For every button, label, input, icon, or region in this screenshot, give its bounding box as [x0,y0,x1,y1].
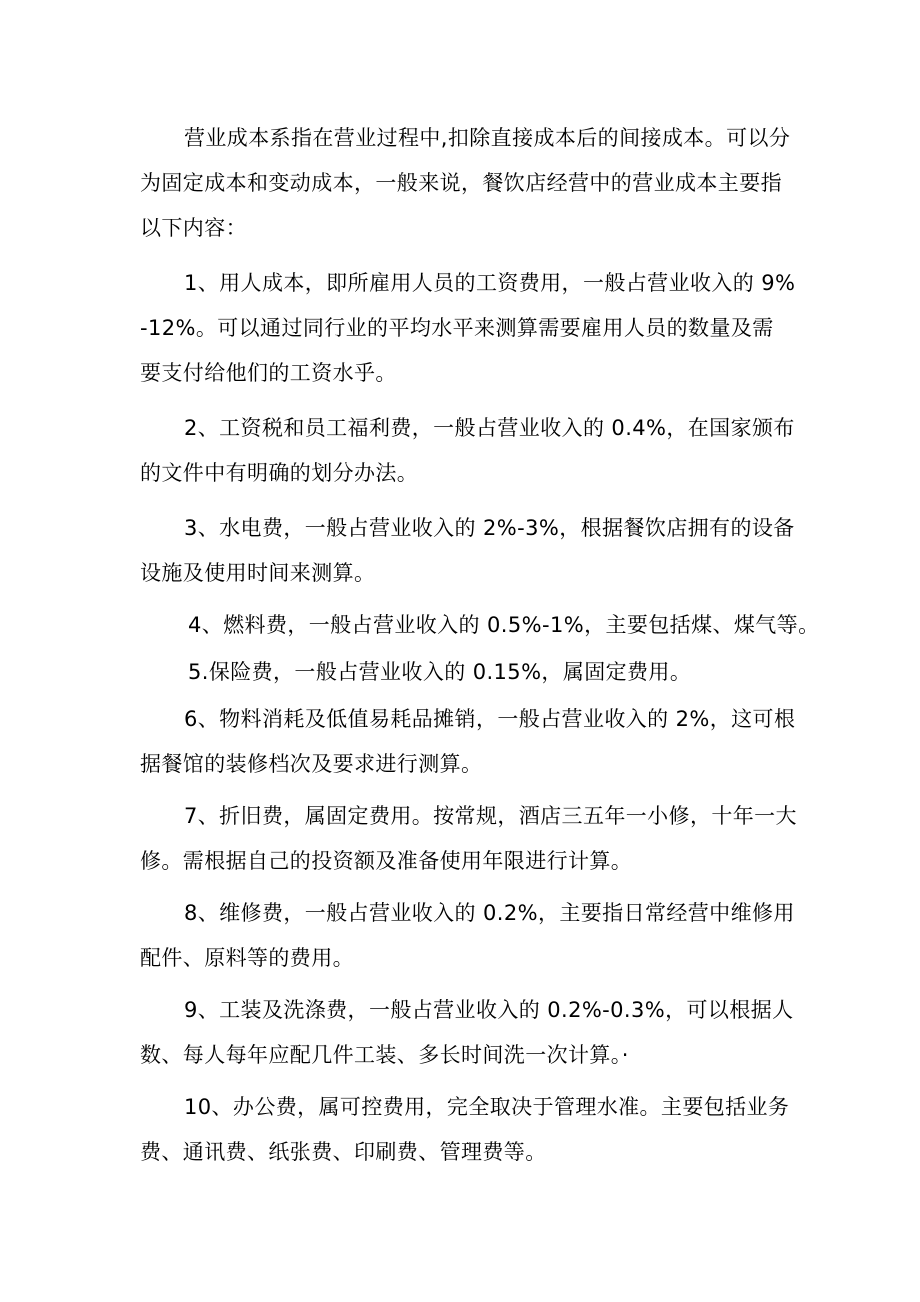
paragraph-line: 设施及使用时间来测算。 [140,561,376,585]
paragraph-line: 2、工资税和员工福利费，一般占营业收入的 0.4%，在国家颁布 [184,416,795,440]
item-6-paragraph [140,697,796,787]
paragraph-line: 3、水电费，一般占营业收入的 2%-3%，根据餐饮店拥有的设备 [184,516,795,540]
paragraph-line: 为固定成本和变动成本，一般来说，餐饮店经营中的营业成本主要指 [140,171,782,195]
item-5-paragraph [140,650,790,695]
item-7-paragraph [140,794,797,884]
paragraph-line: 的文件中有明确的划分办法。 [140,461,419,485]
paragraph-line: -12%。可以通过同行业的平均水平来测算需要雇用人员的数量及需 [140,316,774,340]
paragraph-line: 修。需根据自己的投资额及准备使用年限进行计算。 [140,849,633,873]
item-3-paragraph [140,506,795,596]
item-10-paragraph [140,1085,790,1175]
item-8-paragraph [140,891,795,981]
paragraph-line: 5.保险费，一般占营业收入的 0.15%，属固定费用。 [188,660,692,684]
paragraph-line: 10、办公费，属可控费用，完全取决于管理水准。主要包括业务 [184,1095,790,1119]
paragraph-line: 6、物料消耗及低值易耗品摊销，一般占营业收入的 2%，这可根 [184,707,796,731]
paragraph-line: 9、工装及洗涤费，一般占营业收入的 0.2%-0.3%，可以根据人 [184,998,794,1022]
paragraph-line: 1、用人成本，即所雇用人员的工资费用，一般占营业收入的 9% [184,271,796,295]
intro-paragraph [140,116,790,251]
paragraph-line: 营业成本系指在营业过程中,扣除直接成本后的间接成本。可以分 [184,126,791,150]
paragraph-line: 费、通讯费、纸张费、印刷费、管理费等。 [140,1140,547,1164]
paragraph-line: 配件、原料等的费用。 [140,946,354,970]
paragraph-line: 数、每人每年应配几件工装、多长时间洗一次计算。· [140,1043,629,1067]
item-2-paragraph [140,406,795,496]
item-1-paragraph [140,261,796,396]
paragraph-line: 7、折旧费，属固定费用。按常规，酒店三五年一小修，十年一大 [184,804,797,828]
paragraph-line: 据餐馆的装修档次及要求进行测算。 [140,752,483,776]
item-9-paragraph [140,988,794,1078]
paragraph-line: 4、燃料费，一般占营业收入的 0.5%-1%，主要包括煤、煤气等。 [188,613,820,637]
paragraph-line: 要支付给他们的工资水乎。 [140,361,397,385]
item-4-paragraph [140,603,820,648]
paragraph-line: 以下内容： [140,216,247,240]
paragraph-line: 8、维修费，一般占营业收入的 0.2%，主要指日常经营中维修用 [184,901,795,925]
